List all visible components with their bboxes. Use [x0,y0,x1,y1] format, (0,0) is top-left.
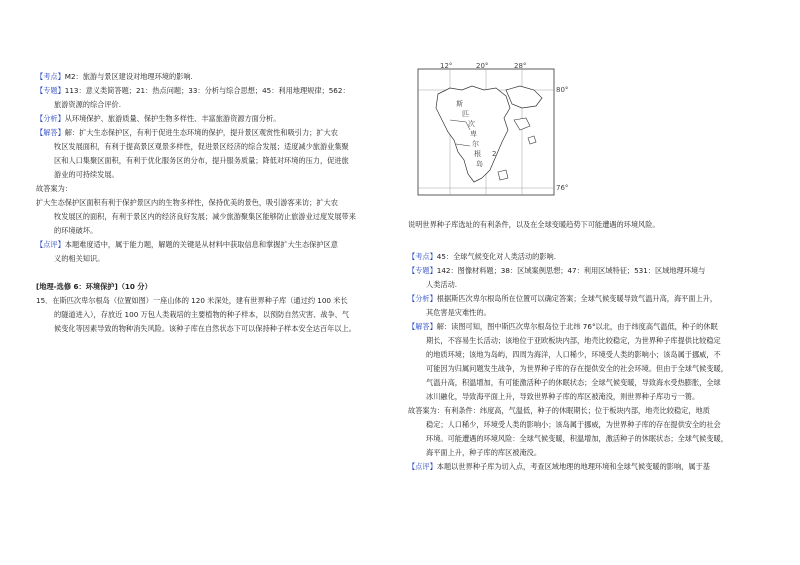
dianping-text-2: 义的相关知识。 [54,254,105,263]
tag-kaodian: 【考点】 [36,72,65,81]
answer-text-right-1: 有利条件：纬度高，气温低，种子的休眠期长；位于板块内部，地壳比较稳定，地质 [443,406,710,415]
lat-label-76: 76° [556,184,569,192]
jieda-line [36,126,398,140]
jieda-text-right-2: 期长，不容易生长活动；该地位于亚欧板块内部，地壳比较稳定，为世界种子库提供比较稳定 [426,336,721,345]
question-15-text-3: 候变化等因素导致的物种消失风险。该种子库在自然状态下可以保持种子样本安全达百年以上。 [54,324,356,333]
tag-fenxi: 【分析】 [36,114,65,123]
tag-dianping-right: 【点评】 [408,462,437,471]
zhuanti-text-right-1: 142：图像材料题；38：区域案例思想；47：利用区域特征；531：区域地理环境与 [436,266,706,275]
answer-text-right-4: 海平面上升，种子库的库区被淹没。 [426,448,542,457]
lon-label-12: 12° [440,62,453,70]
fenxi-text: 从环境保护、旅游质量、保护生物多样性、丰富旅游资源方面分析。 [64,114,281,123]
map-mark: 2 [492,150,497,158]
fenxi-text-right-1: 根据斯匹次卑尔根岛所在位置可以确定答案；全球气候变暖导致气温升高，海平面上升， [436,294,718,303]
tag-zhuanti-right: 【专题】 [408,266,437,275]
kaodian-text: M2：旅游与景区建设对地理环境的影响. [64,72,193,81]
jieda-text-4: 游业的可持续发展。 [54,170,119,179]
fenxi-text-right-2: 其危害是灾难性的。 [426,308,491,317]
zhuanti-line [36,84,398,98]
lon-label-20: 20° [476,62,489,70]
tag-jieda-right: 【解答】 [408,322,437,331]
answer-text-1: 扩大生态保护区面积有利于保护景区内的生物多样性，保持优美的景色，吸引游客来访；扩大农 [36,198,338,207]
right-column [408,218,770,232]
section-heading: [地理-选修 6：环境保护]（10 分） [36,282,152,291]
place-char-5: 尔 [472,140,479,148]
jieda-text-2: 牧区发展面积，有利于提高景区观景多样性，促进景区经济的综合发展；适度减少旅游业集聚 [54,142,349,151]
jieda-text-right-5: 气温升高，积温增加，有可能激活种子的休眠状态；全球气候变暖，导致海水受热膨胀，全球 [426,378,721,387]
answer-label-right: 故答案为： [408,406,444,415]
place-char-3: 次 [468,120,475,128]
place-char-7: 岛 [476,160,483,168]
tag-jieda: 【解答】 [36,128,65,137]
dianping-line-right [408,460,770,474]
place-char-1: 斯 [456,100,463,108]
zhuanti-text-right-2: 人类活动. [426,280,458,289]
answer-text-right-3: 环境。可能遭遇的环境风险：全球气候变暖，积温增加，激活种子的休眠状态；全球气候变暖， [426,434,728,443]
zhuanti-line-right [408,264,770,278]
fenxi-line [36,112,398,126]
kaodian-text-right: 45：全球气候变化对人类活动的影响. [436,252,557,261]
tag-fenxi-right: 【分析】 [408,294,437,303]
jieda-text-right-1: 解：读图可知，图中斯匹次卑尔根岛位于北纬 76°以北，由于纬度高气温低，种子的休眠 [436,322,718,331]
svalbard-map [410,60,572,208]
kaodian-line-right [408,250,770,264]
dianping-text-1: 本题难度适中，属于能力题，解题的关键是从材料中获取信息和掌握扩大生态保护区意 [64,240,338,249]
question-15-text-1: 15．在斯匹次卑尔根岛（位置如图）一座山体的 120 米深处，建有世界种子库（通过约 100 米长 [36,296,348,305]
tag-zhuanti: 【专题】 [36,86,65,95]
zhuanti-text-1: 113：意义类简答题；21：热点问题；33：分析与综合思想；45：利用地理规律；562： [64,86,350,95]
question-15-text-2: 的隧道进入），存放近 100 万包人类栽培的主要植物的种子样本，以预防自然灾害、战争、气 [54,310,350,319]
lat-label-80: 80° [556,86,569,94]
map-caption: 说明世界种子库选址的有利条件，以及在全球变暖趋势下可能遭遇的环境风险。 [408,220,660,229]
place-char-4: 卑 [470,130,477,138]
jieda-text-right-6: 冰川融化，导致海平面上升，导致世界种子库的库区被淹没，则世界种子库功亏一篑。 [426,392,700,401]
right-solution [408,250,770,474]
tag-kaodian-right: 【考点】 [408,252,437,261]
answer-line-right [408,404,770,418]
lon-label-28: 28° [514,62,527,70]
jieda-text-right-4: 可能因为归属问题发生战争，为世界种子库的存在提供安全的社会环境。但由于全球气候变暖， [426,364,728,373]
fenxi-line-right [408,292,770,306]
jieda-text-right-3: 的地质环境；该地为岛屿，四周为海洋，人口稀少，环境受人类的影响小；该岛属于挪威，不 [426,350,721,359]
answer-label: 故答案为： [36,184,72,193]
jieda-line-right [408,320,770,334]
jieda-text-1: 解：扩大生态保护区，有利于促进生态环境的保护，提升景区观赏性和吸引力；扩大农 [64,128,338,137]
dianping-line [36,238,398,252]
answer-text-2: 牧发展区的面积，有利于景区内的经济良好发展；减少旅游聚集区能够防止旅游业过度发展带来 [54,212,356,221]
place-char-2: 匹 [462,110,469,118]
tag-dianping: 【点评】 [36,240,65,249]
answer-text-3: 的环境破坏。 [54,226,98,235]
place-char-6: 根 [474,150,481,158]
dianping-text-right: 本题以世界种子库为切入点，考查区域地理的地理环境和全球气候变暖的影响，属于基 [436,462,710,471]
kaodian-line [36,70,398,84]
answer-text-right-2: 稳定；人口稀少，环境受人类的影响小；该岛属于挪威，为世界种子库的存在提供安全的社会 [426,420,721,429]
zhuanti-text-2: 旅游资源的综合评价. [54,100,121,109]
jieda-text-3: 区和人口集聚区面积，有利于优化服务区的分布，提升服务质量；降低对环境的压力，促进旅 [54,156,349,165]
left-column [36,70,398,336]
